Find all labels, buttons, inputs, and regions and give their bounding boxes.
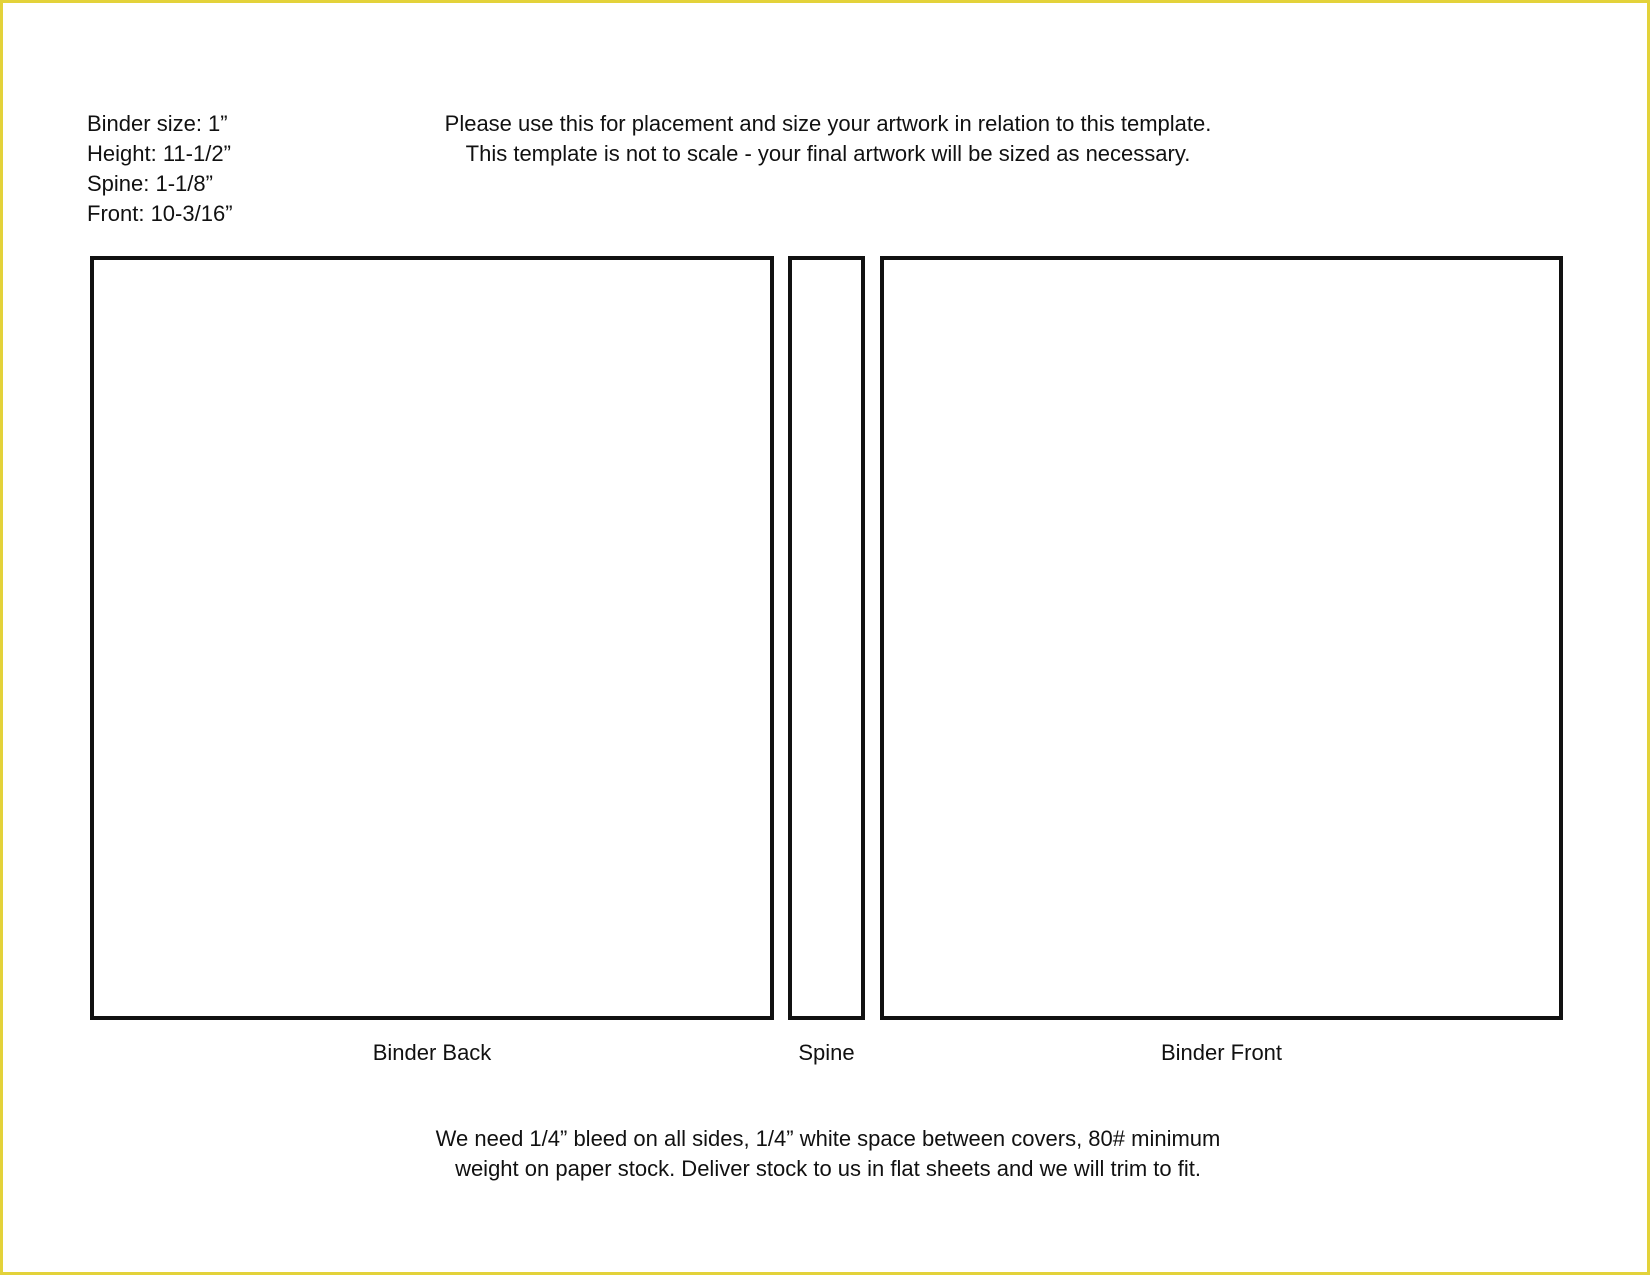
production-notes <box>343 1124 1313 1184</box>
spine-label: Spine <box>798 1040 855 1065</box>
placement-instructions <box>343 109 1313 169</box>
spec-binder-size: Binder size: 1” <box>87 111 228 136</box>
footer-line-2: weight on paper stock. Deliver stock to us in flat sheets and we will trim to fit. <box>455 1156 1201 1181</box>
binder-back-panel <box>90 256 774 1020</box>
spec-spine: Spine: 1-1/8” <box>87 171 213 196</box>
spine-panel <box>788 256 865 1020</box>
instructions-line-2: This template is not to scale - your final artwork will be sized as necessary. <box>465 141 1191 166</box>
spec-front: Front: 10-3/16” <box>87 201 233 226</box>
spec-height: Height: 11-1/2” <box>87 141 231 166</box>
instructions-line-1: Please use this for placement and size your artwork in relation to this template. <box>444 111 1212 136</box>
binder-front-label: Binder Front <box>1160 1040 1283 1065</box>
binder-specs <box>87 109 233 229</box>
footer-line-1: We need 1/4” bleed on all sides, 1/4” white space between covers, 80# minimum <box>435 1126 1221 1151</box>
binder-back-label: Binder Back <box>372 1040 492 1065</box>
binder-front-panel <box>880 256 1563 1020</box>
